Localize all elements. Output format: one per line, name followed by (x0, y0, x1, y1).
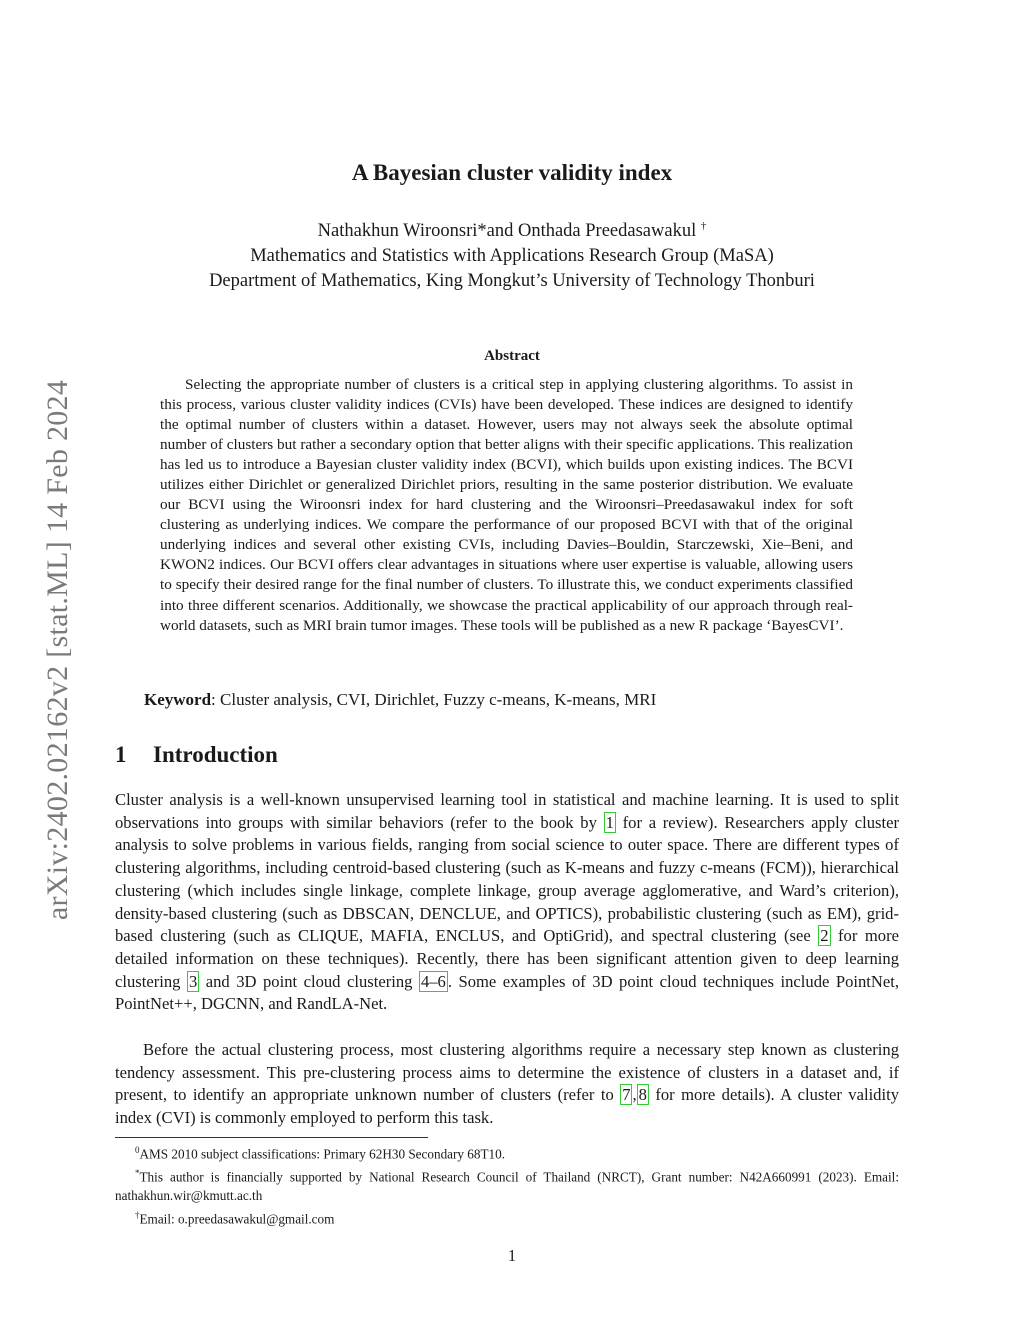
footnote-rule (115, 1137, 428, 1138)
author-names (0, 214, 1024, 244)
citation-separator: , (632, 1085, 637, 1105)
author-block (0, 214, 1024, 294)
footnote-text: Email: o.preedasawakul@gmail.com (139, 1211, 335, 1227)
section-heading (115, 742, 278, 768)
footnote-mark: † (135, 1209, 140, 1220)
section-number: 1 (115, 742, 127, 767)
paper-title: A Bayesian cluster validity index (351, 160, 673, 185)
keywords-text: : Cluster analysis, CVI, Dirichlet, Fuzzy c-means, K-means, MRI (211, 690, 657, 709)
text-run: for more detailed information on these techniques). Recently, there has been significant attention given to deep learning clustering (115, 926, 899, 991)
citation-link[interactable]: 7 (622, 1085, 631, 1105)
citation-link[interactable]: 1 (605, 812, 614, 832)
footnote-text: AMS 2010 subject classifications: Primary 62H30 Secondary 68T10. (139, 1146, 506, 1162)
text-run: Before the actual clustering process, most clustering algorithms require a necessary step known as clustering tendency assessment. This pre-clustering process aims to determine the existence of clusters in a dataset and, if present, to identify an appropriate unknown number of clusters (refer to (115, 1040, 899, 1105)
footnote-funding (115, 1164, 899, 1206)
text-run: and 3D point cloud clustering (199, 971, 419, 991)
footnotes (115, 1141, 899, 1229)
text-run: for a review). Researchers apply cluster analysis to solve problems in various fields, ranging from social science to outer space. There are different types of clustering algorithms, including centroid-based clustering (such as K-means and fuzzy c-means (FCM)), hierarchical clustering (which includes single linkage, complete linkage, group average agglomerative, and Ward’s criterion), density-based clustering (such as DBSCAN, DENCLUE, and OPTICS), probabilistic clustering (such as EM), grid-based clustering (such as CLIQUE, MAFIA, ENCLUS, and OptiGrid), and spectral clustering (see (115, 812, 899, 946)
text-run: . Some examples of 3D point cloud techniques include PointNet, PointNet++, DGCNN, and RandLA-Net. (115, 971, 900, 1014)
intro-paragraph-2 (115, 1039, 899, 1130)
page-number: 1 (507, 1246, 517, 1265)
author-names-text: Nathakhun Wiroonsri*and Onthada Preedasawakul (317, 221, 697, 242)
affiliation-group: Mathematics and Statistics with Applications Research Group (MaSA) (250, 246, 774, 267)
footnote-mark: * (135, 1168, 140, 1179)
affiliation-department: Department of Mathematics, King Mongkut’s University of Technology Thonburi (209, 271, 815, 292)
dagger-mark: † (700, 220, 707, 232)
section-title: Introduction (153, 742, 278, 767)
footnote-msc (115, 1141, 899, 1164)
text-run: Cluster analysis is a well-known unsupervised learning tool in statistical and machine learning. It is used to split observations into groups with similar behaviors (refer to the book by (115, 790, 899, 832)
abstract-heading: Abstract (484, 348, 540, 364)
footnote-email (115, 1206, 899, 1229)
citation-link[interactable]: 2 (820, 926, 829, 946)
keywords-line (144, 690, 656, 710)
text-run: for more details). A cluster validity index (CVI) is commonly employed to perform this task. (115, 1085, 899, 1128)
footnote-mark: 0 (135, 1145, 140, 1155)
abstract-text: Selecting the appropriate number of clusters is a critical step in applying clustering algorithms. To assist in this process, various cluster validity indices (CVIs) have been developed. These indices are designed to identify the optimal number of clusters within a dataset. However, users may not always seek the absolute optimal number of clusters but rather a secondary option that better aligns with their specific applications. This realization has led us to introduce a Bayesian cluster validity index (BCVI), which builds upon existing indices. The BCVI utilizes either Dirichlet or generalized Dirichlet priors, resulting in the same posterior distribution. We evaluate our BCVI using the Wiroonsri index for hard clustering and the Wiroonsri–Preedasawakul index for soft clustering as underlying indices. We compare the performance of our proposed BCVI with that of the original underlying indices and several other existing CVIs, including Davies–Bouldin, Starczewski, Xie–Beni, and KWON2 indices. Our BCVI offers clear advantages in situations where user expertise is valuable, allowing users to specify their desired range for the final number of clusters. To illustrate this, we conduct experiments classified into three different scenarios. Additionally, we showcase the practical applicability of our approach through real-world datasets, such as MRI brain tumor images. These tools will be published as a new R package ‘BayesCVI’. (160, 376, 853, 634)
citation-link[interactable]: 8 (638, 1085, 647, 1105)
intro-paragraph-1 (115, 789, 899, 1016)
footnote-text: This author is financially supported by National Research Council of Thailand (NRCT), Grant number: N42A660991 (2023). Email: nathakhun.wir@kmutt.ac.th (115, 1169, 899, 1204)
arxiv-identifier: arXiv:2402.02162v2 [stat.ML] 14 Feb 2024 (41, 379, 74, 921)
keywords-label: Keyword (144, 690, 212, 709)
citation-link[interactable]: 3 (188, 971, 198, 991)
citation-link[interactable]: 4–6 (420, 971, 446, 991)
